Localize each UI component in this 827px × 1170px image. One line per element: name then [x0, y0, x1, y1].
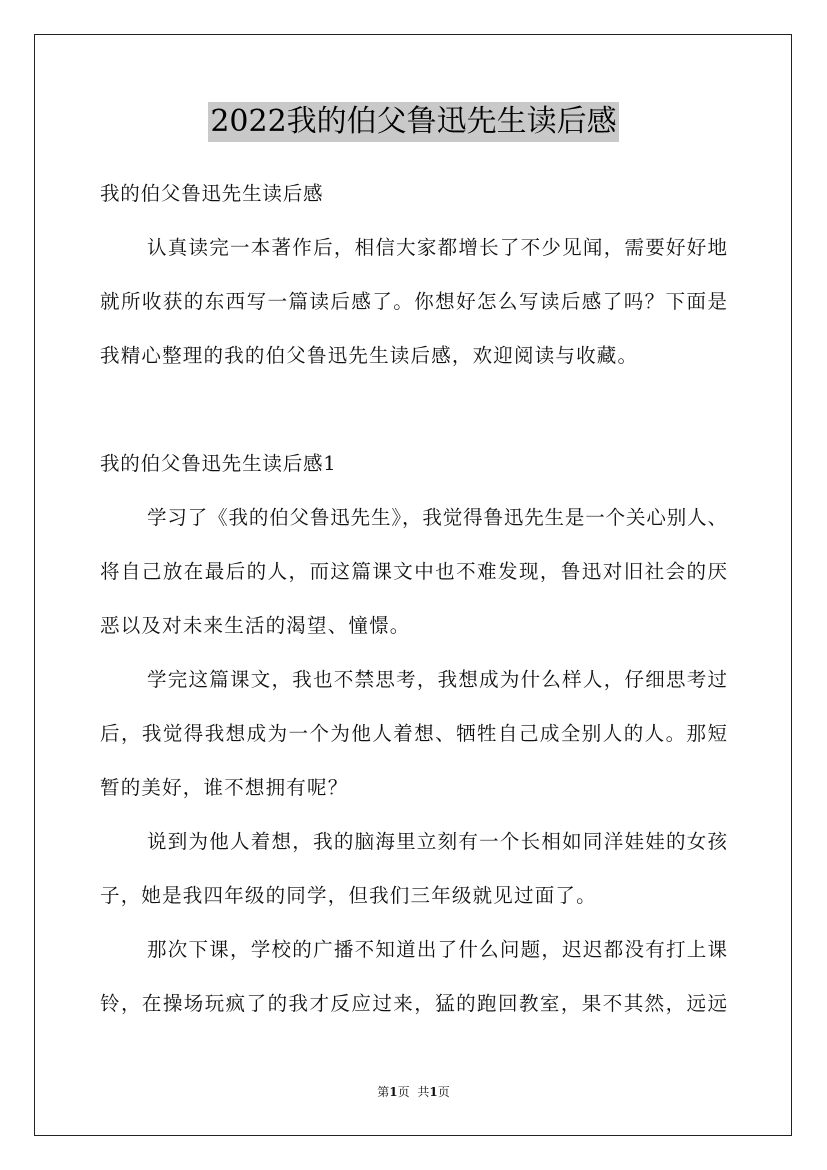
body-line-8: 子，她是我四年级的同学，但我们三年级就见过面了。	[100, 884, 597, 907]
body-line-5: 后，我觉得我想成为一个为他人着想、牺牲自己成全别人的人。那短	[100, 722, 727, 745]
intro-line-2: 就所收获的东西写一篇读后感了。你想好怎么写读后感了吗？下面是	[100, 290, 727, 313]
footer-total-suffix: 页	[437, 1085, 450, 1099]
footer-page-number: 1	[389, 1085, 398, 1099]
footer-total-prefix: 共	[417, 1085, 430, 1099]
body-line-7: 说到为他人着想，我的脑海里立刻有一个长相如同洋娃娃的女孩	[147, 830, 727, 853]
body-line-2: 将自己放在最后的人，而这篇课文中也不难发现，鲁迅对旧社会的厌	[100, 560, 727, 583]
intro-line-3: 我精心整理的我的伯父鲁迅先生读后感，欢迎阅读与收藏。	[100, 344, 639, 367]
document-title-text: 2022我的伯父鲁迅先生读后感	[208, 102, 618, 142]
subheading: 我的伯父鲁迅先生读后感	[100, 182, 324, 205]
body-line-4: 学完这篇课文，我也不禁思考，我想成为什么样人，仔细思考过	[147, 668, 727, 691]
page-footer	[0, 1083, 827, 1101]
body-line-6: 暂的美好，谁不想拥有呢？	[100, 776, 349, 799]
footer-total-number: 1	[429, 1085, 438, 1099]
section-heading: 我的伯父鲁迅先生读后感1	[100, 452, 337, 475]
intro-line-1: 认真读完一本著作后，相信大家都增长了不少见闻，需要好好地	[147, 236, 727, 259]
document-title	[0, 102, 827, 142]
body-line-10: 铃，在操场玩疯了的我才反应过来，猛的跑回教室，果不其然，远远	[100, 992, 727, 1015]
body-line-1: 学习了《我的伯父鲁迅先生》，我觉得鲁迅先生是一个关心别人、	[147, 506, 727, 529]
body-line-3: 恶以及对未来生活的渴望、憧憬。	[100, 614, 411, 637]
body-line-9: 那次下课，学校的广播不知道出了什么问题，迟迟都没有打上课	[147, 938, 727, 961]
footer-page-suffix: 页	[397, 1085, 410, 1099]
footer-page-prefix: 第	[377, 1085, 390, 1099]
